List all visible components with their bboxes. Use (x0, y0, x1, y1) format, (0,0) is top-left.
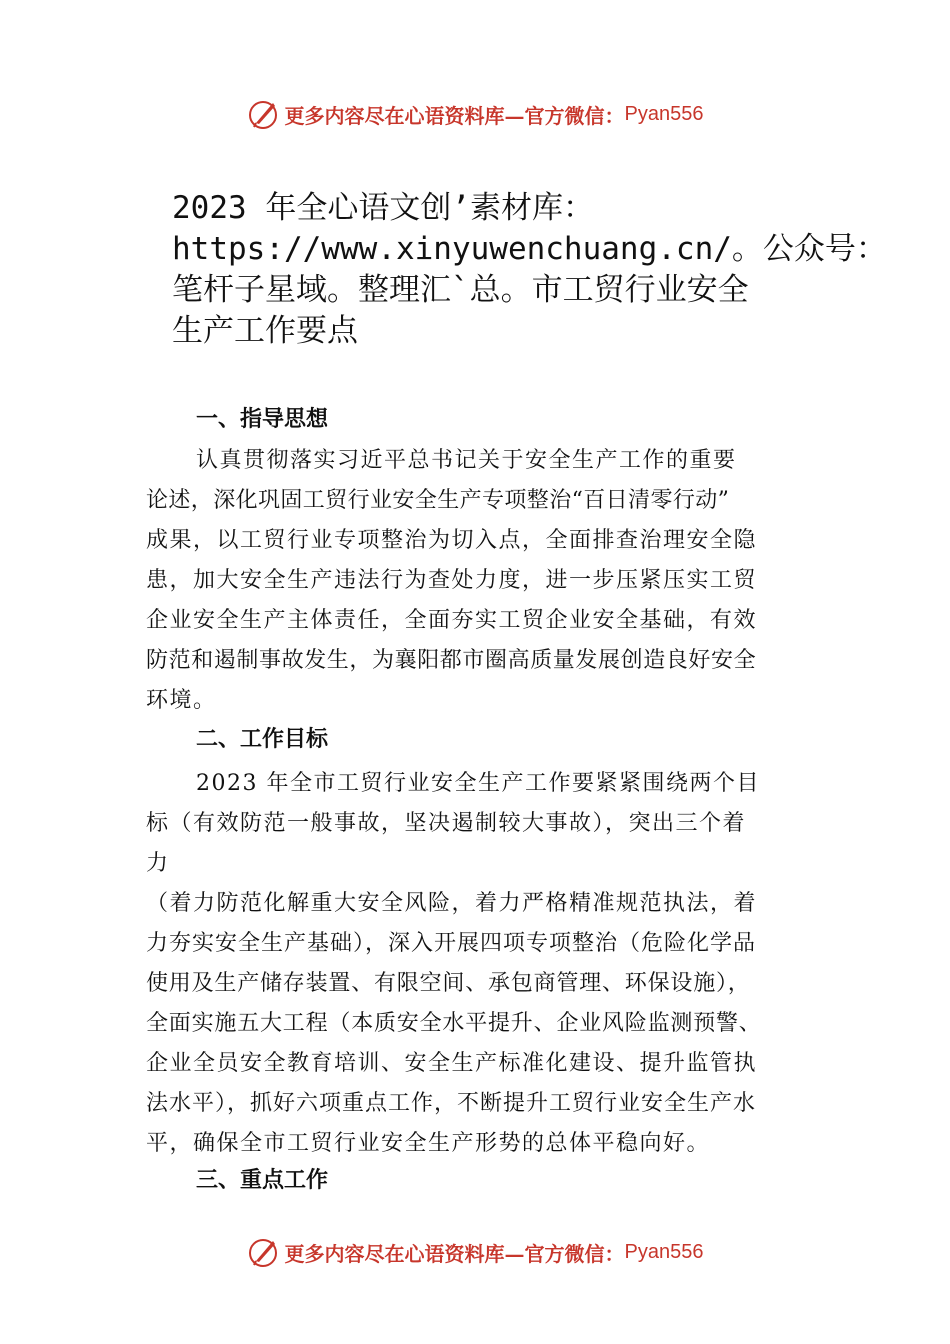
title-line: https://www.xinyuwenchuang.cn/。公众号： (172, 231, 887, 267)
paragraph-line: 认真贯彻落实习近平总书记关于安全生产工作的重要 (196, 448, 737, 473)
paragraph-line: 法水平），抓好六项重点工作，不断提升工贸行业安全生产水 (146, 1091, 757, 1116)
paragraph-line: 全面实施五大工程（本质安全水平提升、企业风险监测预警、 (146, 1011, 762, 1036)
quill-logo-icon (247, 97, 281, 131)
title-line: 生产工作要点 (172, 313, 358, 349)
banner-wechat-id: Pyan556 (624, 1240, 704, 1263)
paragraph-line: 企业安全生产主体责任，全面夯实工贸企业安全基础，有效 (146, 608, 758, 633)
section-heading-work-goals: 二、工作目标 (196, 727, 329, 752)
paragraph-line: （着力防范化解重大安全风险，着力严格精准规范执法，着 (146, 891, 758, 916)
footer-banner (0, 1232, 950, 1272)
document-title (172, 188, 892, 352)
paragraph-line: 力夯实安全生产基础），深入开展四项专项整治（危险化学品 (146, 931, 757, 956)
quill-logo-icon (247, 1235, 281, 1269)
banner-wechat-id: Pyan556 (624, 102, 704, 125)
paragraph-line: 环境。 (146, 688, 217, 713)
header-banner (0, 94, 950, 134)
paragraph-line: 论述，深化巩固工贸行业安全生产专项整治“百日清零行动” (146, 488, 730, 513)
paragraph-line: 防范和遏制事故发生，为襄阳都市圈高质量发展创造良好安全 (146, 648, 757, 673)
paragraph-line: 标（有效防范一般事故，坚决遏制较大事故），突出三个着 (146, 811, 747, 836)
section-heading-key-work: 三、重点工作 (196, 1168, 329, 1193)
banner-text: 更多内容尽在心语资料库—官方微信： (284, 103, 625, 128)
title-line: 笔杆子星域。整理汇`总。市工贸行业安全 (172, 272, 749, 308)
paragraph-line: 企业全员安全教育培训、安全生产标准化建设、提升监管执 (146, 1051, 758, 1076)
paragraph-line: 使用及生产储存装置、有限空间、承包商管理、环保设施）， (146, 971, 751, 996)
paragraph-line: 2023 年全市工贸行业安全生产工作要紧紧围绕两个目 (196, 771, 760, 796)
section-heading-guiding-ideology: 一、指导思想 (196, 407, 329, 432)
paragraph-line: 患，加大安全生产违法行为查处力度，进一步压紧压实工贸 (146, 568, 758, 593)
title-line: 2023 年全心语文创’素材库： (172, 190, 594, 226)
banner-text: 更多内容尽在心语资料库—官方微信： (284, 1241, 625, 1266)
paragraph-line: 力 (146, 851, 170, 876)
paragraph-line: 平，确保全市工贸行业安全生产形势的总体平稳向好。 (146, 1131, 711, 1156)
paragraph-line: 成果，以工贸行业专项整治为切入点，全面排查治理安全隐 (146, 528, 758, 553)
